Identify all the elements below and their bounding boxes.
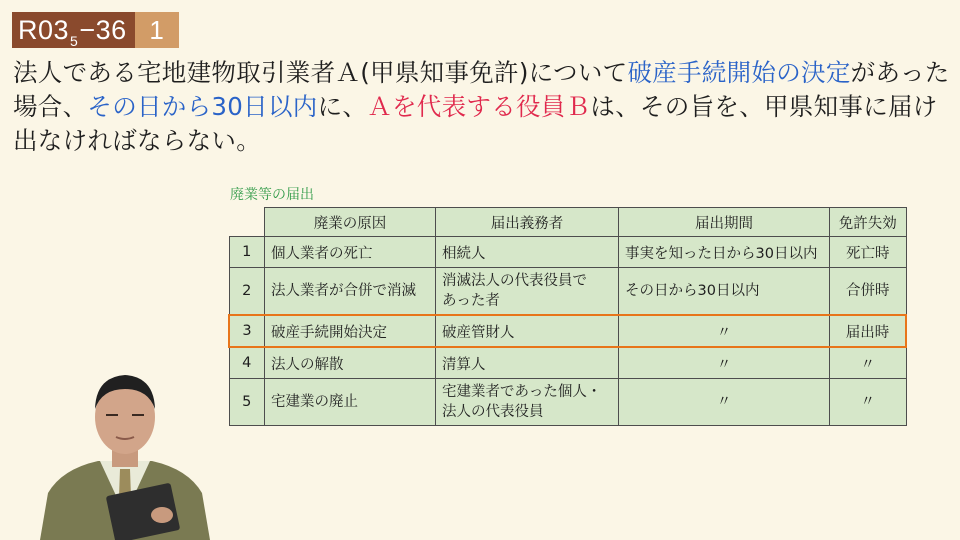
cell-expiry: 〃 (830, 379, 907, 426)
closure-notice-table (228, 207, 907, 426)
row-number: 5 (229, 379, 265, 426)
cell-cause: 個人業者の死亡 (265, 237, 436, 268)
question-code-subscript: 5 (70, 33, 79, 49)
cell-person: 破産管財人 (436, 315, 619, 347)
cell-period: 事実を知った日から30日以内 (619, 237, 830, 268)
table-row-highlighted (229, 315, 906, 347)
cell-expiry: 〃 (830, 347, 907, 379)
column-header-cause: 廃業の原因 (265, 208, 436, 237)
cell-period: その日から30日以内 (619, 268, 830, 316)
table-caption: 廃業等の届出 (230, 187, 314, 203)
cell-person: 相続人 (436, 237, 619, 268)
cell-cause: 破産手続開始決定 (265, 315, 436, 347)
presenter-figure (40, 365, 210, 540)
question-segment-emphasis: Ａを代表する役員Ｂ (367, 92, 591, 121)
question-id-badge (12, 12, 179, 48)
cell-expiry: 届出時 (830, 315, 907, 347)
cell-cause: 法人業者が合併で消滅 (265, 268, 436, 316)
question-segment: 法人である宅地建物取引業者Ａ(甲県知事免許)について (13, 58, 628, 87)
cell-period: 〃 (619, 347, 830, 379)
answer-number: 1 (135, 12, 179, 48)
question-code-suffix: −36 (79, 15, 127, 45)
question-segment-emphasis: 破産手続開始の決定 (627, 58, 851, 87)
question-text (13, 56, 953, 158)
cell-expiry: 合併時 (830, 268, 907, 316)
row-number: 1 (229, 237, 265, 268)
table-corner (229, 208, 265, 237)
cell-person: 宅建業者であった個人・ 法人の代表役員 (436, 379, 619, 426)
row-number: 2 (229, 268, 265, 316)
table-row (229, 347, 906, 379)
table-row (229, 237, 906, 268)
table-row (229, 379, 906, 426)
question-segment-emphasis: その日から30日以内 (87, 92, 318, 121)
cell-person: 消滅法人の代表役員で あった者 (436, 268, 619, 316)
cell-period: 〃 (619, 315, 830, 347)
row-number: 4 (229, 347, 265, 379)
column-header-expiry: 免許失効 (830, 208, 907, 237)
question-segment: があった場合、 (13, 58, 950, 121)
question-code-prefix: R03 (18, 15, 70, 45)
row-number: 3 (229, 315, 265, 347)
cell-expiry: 死亡時 (830, 237, 907, 268)
cell-person: 清算人 (436, 347, 619, 379)
table-header-row (229, 208, 906, 237)
table-row (229, 268, 906, 316)
question-segment: に、 (317, 92, 368, 121)
cell-period: 〃 (619, 379, 830, 426)
column-header-person: 届出義務者 (436, 208, 619, 237)
cell-cause: 法人の解散 (265, 347, 436, 379)
column-header-period: 届出期間 (619, 208, 830, 237)
question-code (12, 12, 135, 48)
cell-cause: 宅建業の廃止 (265, 379, 436, 426)
question-segment: は、その旨を、甲県知事に届け出なければならない。 (13, 92, 938, 155)
